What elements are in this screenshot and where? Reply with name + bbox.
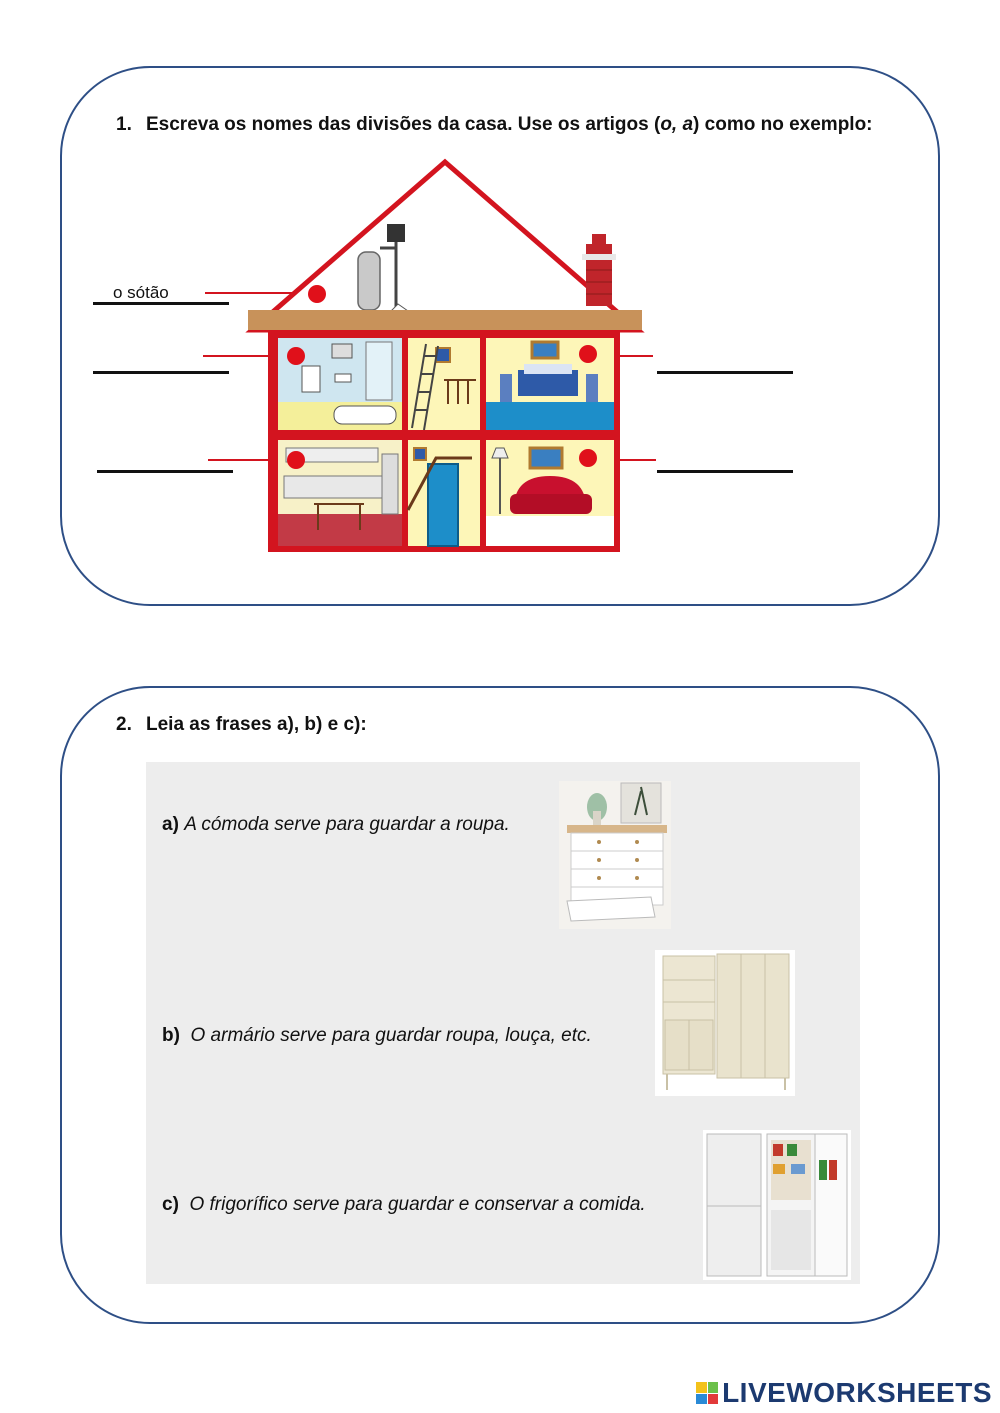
wardrobe-image	[655, 950, 795, 1096]
house-illustration	[240, 158, 650, 558]
question-1-title: 1. Escreva os nomes das divisões da casa. Use os artigos (o, a) como no exemplo:	[116, 114, 873, 135]
sentence-a: a) A cómoda serve para guardar a roupa.	[162, 814, 510, 835]
liveworksheets-logo-icon	[696, 1382, 718, 1404]
sentence-c: c) O frigorífico serve para guardar e conservar a comida.	[162, 1194, 646, 1215]
footer-brand: LIVEWORKSHEETS	[696, 1377, 992, 1409]
example-answer-label: o sótão	[113, 283, 169, 302]
sentence-b: b) O armário serve para guardar roupa, louça, etc.	[162, 1025, 592, 1046]
fridge-image	[703, 1130, 851, 1280]
question-2-title: 2. Leia as frases a), b) e c):	[116, 714, 367, 735]
dresser-image	[559, 781, 671, 929]
